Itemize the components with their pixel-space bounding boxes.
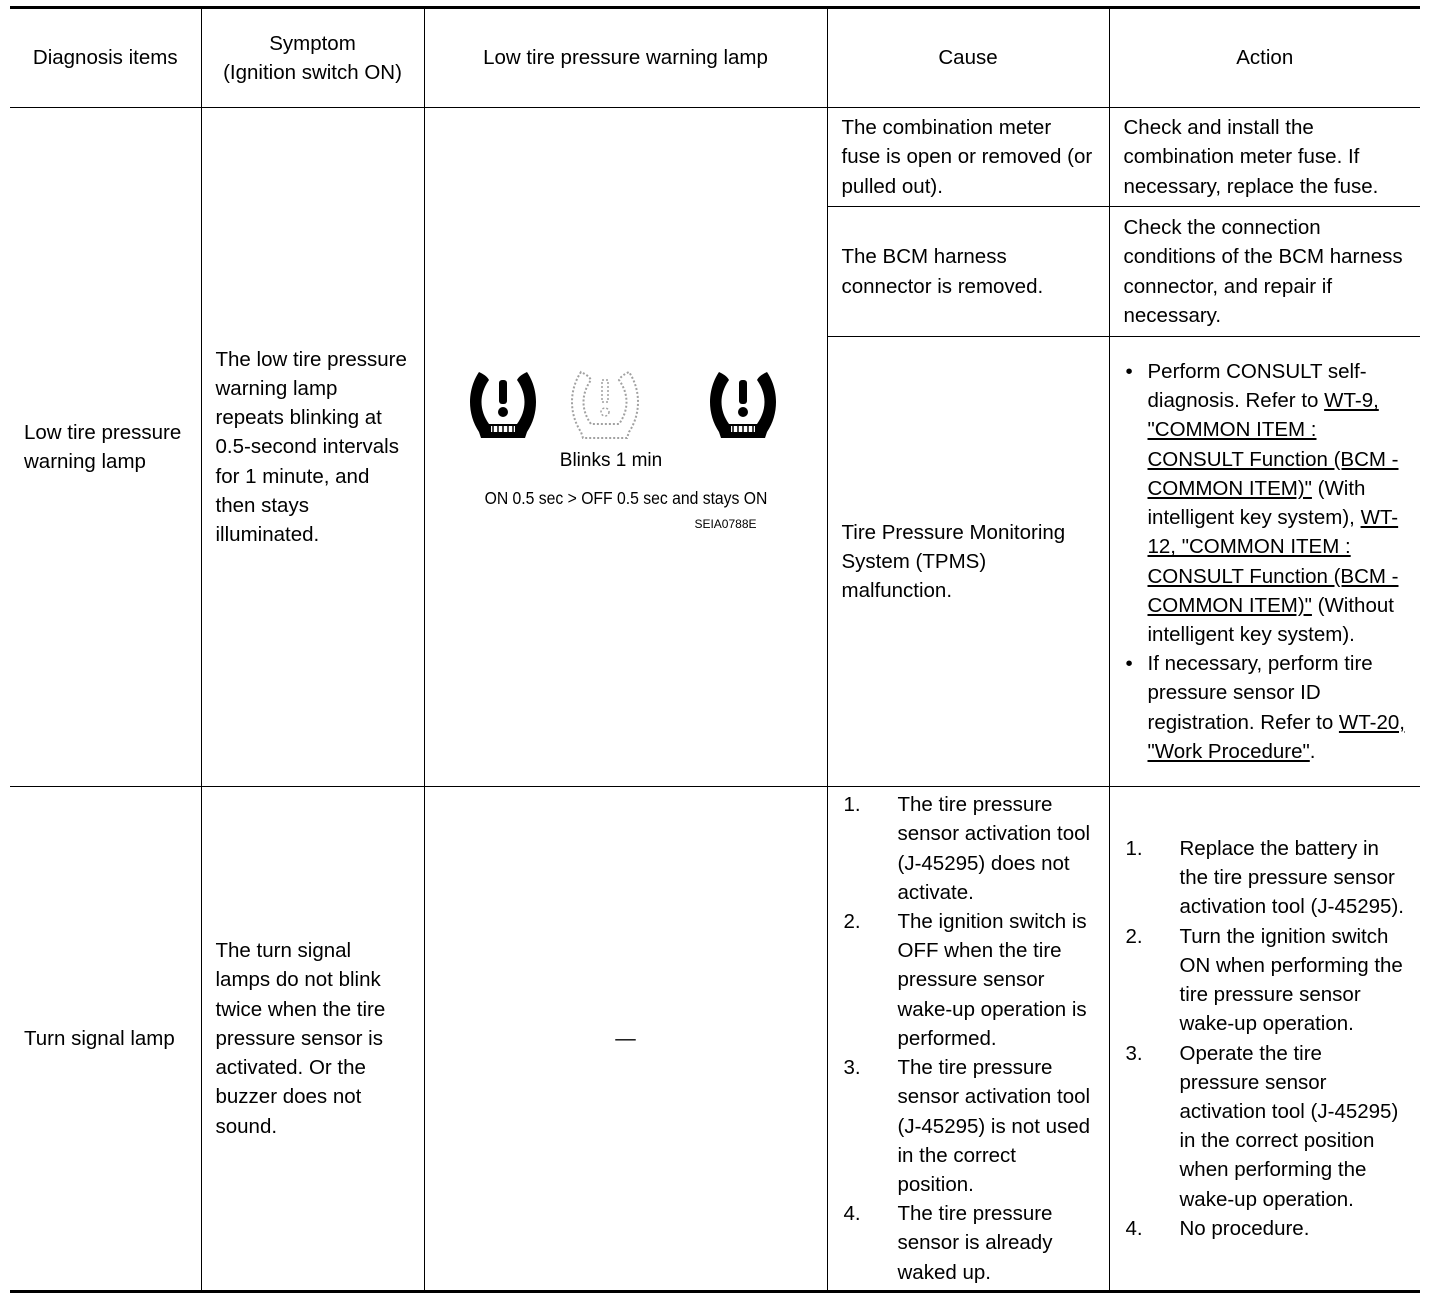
figure-id: SEIA0788E bbox=[694, 517, 757, 531]
symptom-cell: The low tire pressure warning lamp repeats blinking at 0.5-second intervals for 1 minute, and then stays illuminated. bbox=[201, 108, 424, 787]
list-item: 4. The tire pressure sensor is already waked up. bbox=[843, 1202, 1053, 1284]
header-lamp: Low tire pressure warning lamp bbox=[424, 8, 827, 108]
table-row bbox=[10, 787, 1420, 1292]
cause-number-list bbox=[842, 790, 1095, 1286]
list-item: 1. Replace the battery in the tire pressure sensor activation tool (J-45295). bbox=[1125, 837, 1404, 919]
ref-link-wt-9[interactable]: WT-9, "COMMON ITEM : CONSULT Function (BCM - COMMON ITEM)" bbox=[1147, 389, 1399, 500]
cause-cell bbox=[827, 787, 1109, 1292]
list-item: 3. The tire pressure sensor activation tool (J-45295) is not used in the correct position. bbox=[843, 1056, 1091, 1196]
symptom-cell: The turn signal lamps do not blink twice when the tire pressure sensor is activated. Or the buzzer does not sound. bbox=[201, 787, 424, 1292]
header-row bbox=[10, 8, 1420, 108]
header-action: Action bbox=[1109, 8, 1420, 108]
lamp-figure-cell bbox=[424, 108, 827, 787]
list-item: • If necessary, perform tire pressure sensor ID registration. Refer to WT-20, "Work Procedure". bbox=[1124, 649, 1407, 766]
list-item: 2. The ignition switch is OFF when the tire pressure sensor wake-up operation is performed. bbox=[843, 910, 1087, 1050]
cause-cell: The BCM harness connector is removed. bbox=[827, 207, 1109, 337]
list-item: 4. No procedure. bbox=[1125, 1216, 1310, 1240]
diagnosis-table bbox=[10, 6, 1420, 1293]
list-item: 3. Operate the tire pressure sensor activation tool (J-45295) in the correct position when performing the wake-up operation. bbox=[1125, 1041, 1399, 1211]
action-cell: Check the connection conditions of the BCM harness connector, and repair if necessary. bbox=[1109, 207, 1420, 337]
action-cell: Check and install the combination meter fuse. If necessary, replace the fuse. bbox=[1109, 108, 1420, 207]
cause-cell: Tire Pressure Monitoring System (TPMS) malfunction. bbox=[827, 337, 1109, 787]
action-number-list bbox=[1124, 834, 1407, 1243]
list-item: 2. Turn the ignition switch ON when performing the tire pressure sensor wake-up operation. bbox=[1125, 924, 1403, 1036]
sequence-caption: ON 0.5 sec > OFF 0.5 sec and stays ON bbox=[484, 488, 767, 509]
cause-cell: The combination meter fuse is open or removed (or pulled out). bbox=[827, 108, 1109, 207]
diagnosis-item-cell: Low tire pressure warning lamp bbox=[10, 108, 201, 787]
list-item: • Perform CONSULT self-diagnosis. Refer to WT-9, "COMMON ITEM : CONSULT Function (BCM - COMMON ITEM)" (With intelligent key system), WT-12, "COMMON ITEM : CONSULT Function (BCM - COMMON ITEM)" (Without intelligent key system). bbox=[1124, 357, 1407, 649]
tire-pressure-warning-icon bbox=[710, 372, 776, 438]
lamp-cell: — bbox=[424, 787, 827, 1292]
blinks-caption: Blinks 1 min bbox=[559, 450, 662, 471]
action-cell bbox=[1109, 337, 1420, 787]
ref-link-wt-20[interactable]: WT-20, "Work Procedure" bbox=[1147, 710, 1405, 763]
tire-pressure-warning-off-icon bbox=[572, 372, 638, 438]
lamp-figure bbox=[461, 362, 791, 512]
ref-link-wt-12[interactable]: WT-12, "COMMON ITEM : CONSULT Function (BCM - COMMON ITEM)" bbox=[1147, 506, 1399, 617]
action-cell bbox=[1109, 787, 1420, 1292]
header-symptom: Symptom (Ignition switch ON) bbox=[201, 8, 424, 108]
header-cause: Cause bbox=[827, 8, 1109, 108]
diagnosis-item-cell: Turn signal lamp bbox=[10, 787, 201, 1292]
header-diagnosis-items: Diagnosis items bbox=[10, 8, 201, 108]
list-item: 1. The tire pressure sensor activation tool (J-45295) does not activate. bbox=[843, 793, 1091, 904]
action-bullet-list bbox=[1124, 357, 1407, 766]
table-row bbox=[10, 108, 1420, 207]
tire-pressure-warning-icon bbox=[470, 372, 536, 438]
